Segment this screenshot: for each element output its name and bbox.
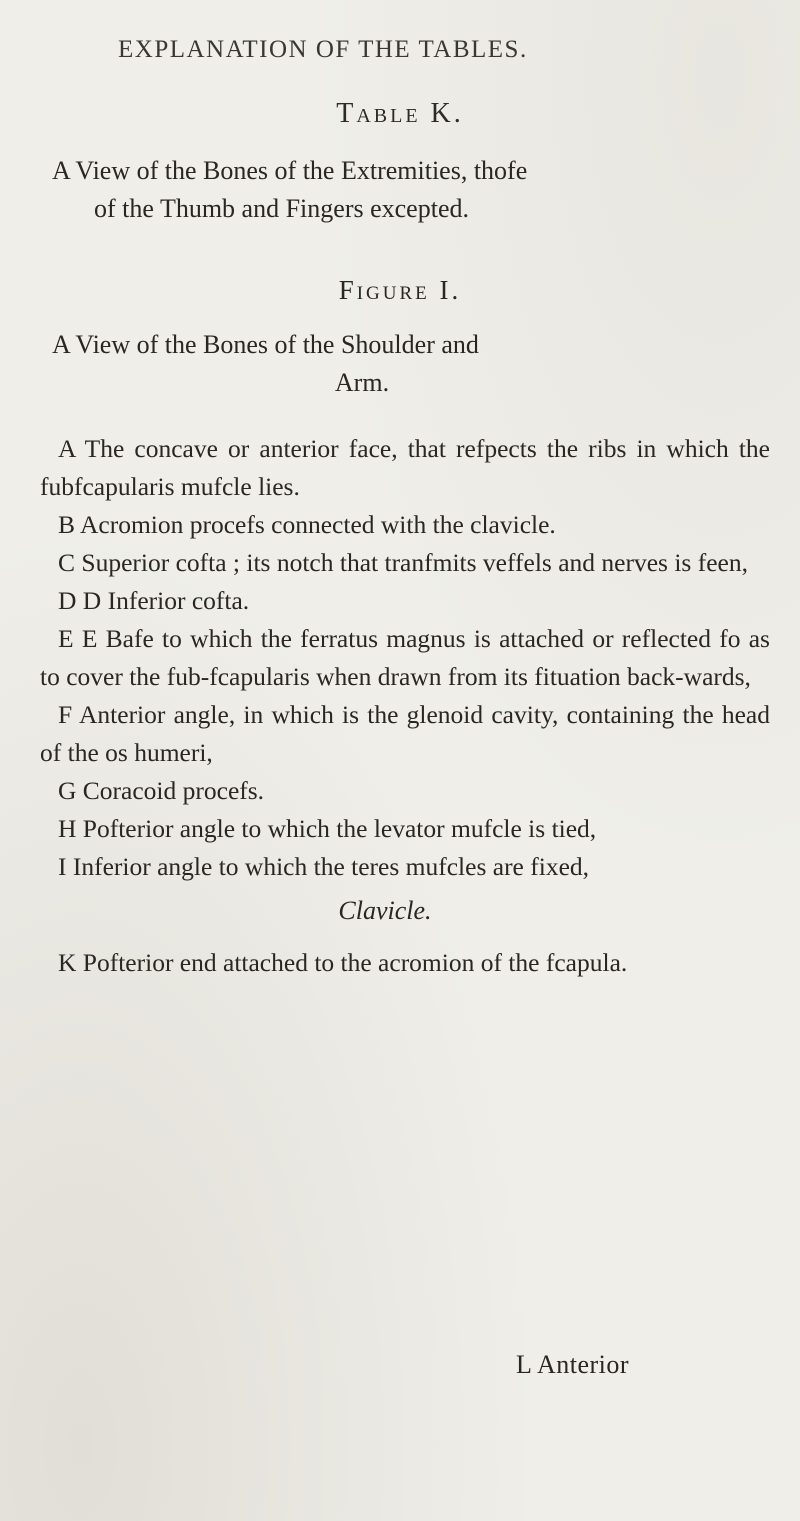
- entry-f: F Anterior angle, in which is the glenoid cavity, containing the head of the os humeri,: [40, 700, 770, 767]
- entry-g: G Coracoid procefs.: [58, 776, 265, 805]
- section-heading-clavicle: Clavicle.: [338, 896, 432, 925]
- entry-e: E E Bafe to which the ferratus magnus is attached or reflected fo as to cover the fub-fcapularis when drawn from its fituation back-wards,: [40, 624, 770, 691]
- table-description-line-1: A View of the Bones of the Extremities, thofe: [52, 156, 528, 185]
- entry-b: B Acromion procefs connected with the clavicle.: [58, 510, 556, 539]
- table-title: Table K.: [336, 98, 464, 129]
- entries-list: [40, 430, 770, 982]
- entry-h: H Pofterior angle to which the levator mufcle is tied,: [58, 814, 597, 843]
- entry-c: C Superior cofta ; its notch that tranfmits veffels and nerves is feen,: [58, 548, 748, 577]
- figure-description-line-2: Arm.: [334, 368, 390, 397]
- table-description: [52, 152, 762, 228]
- catchword: L Anterior: [516, 1350, 630, 1379]
- figure-description-line-1: A View of the Bones of the Shoulder and: [52, 330, 479, 359]
- running-head: EXPLANATION OF THE TABLES.: [118, 36, 528, 63]
- figure-description: [52, 326, 762, 402]
- entry-i: I Inferior angle to which the teres mufcles are fixed,: [58, 852, 590, 881]
- entry-d: D D Inferior cofta.: [58, 586, 250, 615]
- entry-a: A The concave or anterior face, that refpects the ribs in which the fubfcapularis mufcle lies.: [40, 434, 770, 501]
- entry-k: K Pofterior end attached to the acromion of the fcapula.: [58, 948, 628, 977]
- figure-title: Figure I.: [338, 275, 462, 305]
- table-description-line-2: of the Thumb and Fingers excepted.: [94, 194, 469, 223]
